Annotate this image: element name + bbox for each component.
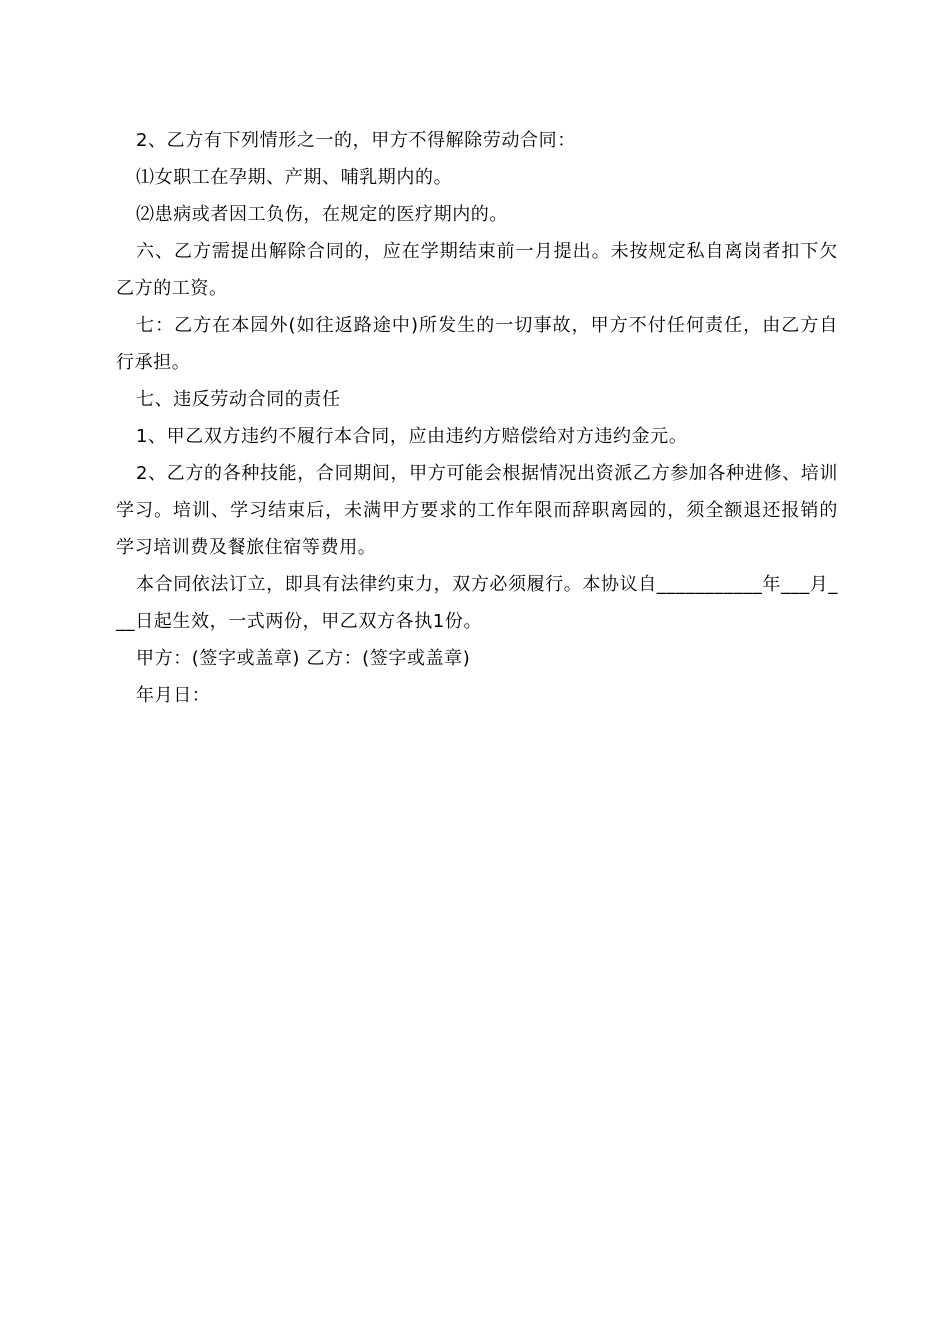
paragraph-resignation-notice: 六、乙方需提出解除合同的，应在学期结束前一月提出。未按规定私自离岗者扣下欠乙方的工资。	[116, 241, 838, 299]
date-line: 年月日：	[136, 685, 211, 706]
signature-line: 甲方：(签字或盖章) 乙方：(签字或盖章)	[136, 648, 471, 669]
section-heading-breach: 七、违反劳动合同的责任	[136, 389, 341, 410]
paragraph-pregnancy-clause: ⑴女职工在孕期、产期、哺乳期内的。	[136, 167, 453, 188]
paragraph-termination-restriction: 2、乙方有下列情形之一的，甲方不得解除劳动合同：	[136, 130, 576, 151]
paragraph-effective-date: 本合同依法订立，即具有法律约束力，双方必须履行。本协议自___________年___月___日起生效，一式两份，甲乙双方各执1份。	[116, 574, 838, 632]
paragraph-training-refund: 2、乙方的各种技能，合同期间，甲方可能会根据情况出资派乙方参加各种进修、培训学习。培训、学习结束后，未满甲方要求的工作年限而辞职离园的，须全额退还报销的学习培训费及餐旅住宿等费用。	[116, 463, 838, 558]
paragraph-breach-penalty: 1、甲乙双方违约不履行本合同，应由违约方赔偿给对方违约金元。	[136, 426, 688, 447]
paragraph-illness-clause: ⑵患病或者因工负伤，在规定的医疗期内的。	[136, 204, 508, 225]
paragraph-accident-liability: 七：乙方在本园外(如往返路途中)所发生的一切事故，甲方不付任何责任，由乙方自行承担。	[116, 315, 838, 373]
contract-body	[116, 122, 838, 714]
